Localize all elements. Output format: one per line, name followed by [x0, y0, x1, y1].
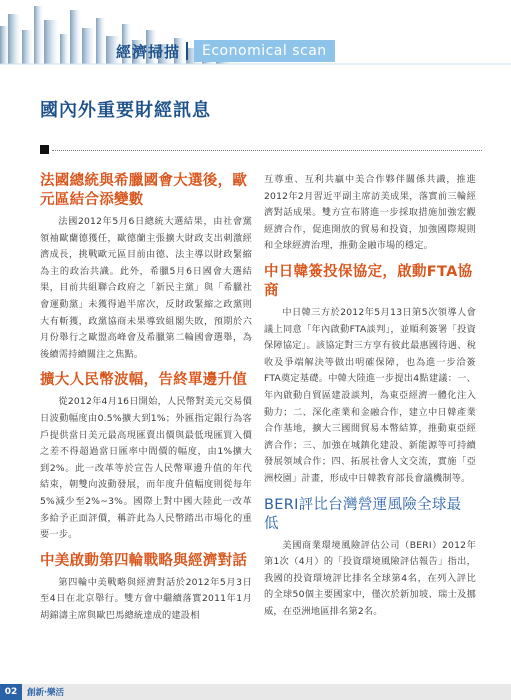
article-body: 第四輪中美戰略與經濟對話於2012年5月3日至4日在北京舉行。雙方會中繼續落實2011年1月胡錦濤主席與歐巴馬總統達成的建設相	[40, 576, 252, 621]
publication-name: 創新‧樂活	[27, 688, 64, 698]
right-column	[264, 172, 476, 628]
article-cjk-fta	[264, 263, 476, 488]
article-beri-ranking	[264, 496, 476, 621]
left-column	[40, 172, 252, 632]
article-body-continued: 互尊重、互利共贏中美合作夥伴關係共識，推進2012年2月習近平副主席訪美成果，落實前三輪經濟對話成果。雙方宣布將進一步採取措施加強宏觀經濟合作，促進開放的貿易和投資，加強國際規則和全球經濟治理，推動金融市場的穩定。	[264, 174, 476, 252]
article-headline: BERI評比台灣營運風險全球最低	[264, 496, 462, 532]
article-headline: 擴大人民幣波幅，告終單邊升值	[40, 372, 248, 389]
header-banner	[0, 0, 511, 72]
article-body: 美國商業環境風險評估公司（BERI）2012年第1次（4月）的「投資環境風險評估報告」指出，我國的投資環境評比排名全球第4名，在列入評比的全球50個主要國家中，僅次於新加坡、瑞士及挪威，在亞洲地區排名第2名。	[264, 539, 476, 617]
footer-bar	[0, 684, 511, 700]
square-bullet-icon	[40, 145, 49, 154]
section-divider	[186, 42, 188, 60]
page-footer	[0, 679, 511, 700]
section-title-en: Economical scan	[194, 40, 335, 62]
article-headline: 中日韓簽投保協定，啟動FTA協商	[264, 263, 473, 299]
article-body: 中日韓三方於2012年5月13日第5次領導人會議上同意「年內啟動FTA談判」，並順利簽署「投資保障協定」。該協定對三方享有彼此最惠國待遇、稅收及爭端解決等做出明確保障，也為進一步洽簽FTA奠定基礎。中韓大陸進一步提出4點建議：一、年內啟動自貿區建設談判，為東亞經濟一體化注入動力；二、深化產業和金融合作，建立中日韓產業合作基地，擴大三國間貿易本幣結算，推動東亞經濟合作；三、加強在城鎮化建設、新能源等可持續發展領域合作；四、拓展社會人文交流，實施「亞洲校園」計畫，形成中日韓教育部長會議機制等。	[264, 306, 476, 484]
section-label	[116, 40, 335, 62]
page-number: 02	[0, 684, 22, 700]
page-title: 國內外重要財經訊息	[40, 100, 211, 121]
dotted-divider	[52, 150, 482, 151]
article-headline: 法國總統與希臘國會大選後，歐元區結合添變數	[40, 173, 248, 208]
article-france-greece	[40, 172, 252, 363]
article-body: 法國2012年5月6日總統大選結果，由社會黨領袖歐蘭德獲任，歐德蘭主張擴大財政支出刺激經濟成長，挑戰歐元區目前由德、法主導以財政緊縮為主的政治共識。此外，希臘5月6日國會大選結果，目前共組聯合政府之「新民主黨」與「希臘社會運動黨」未獲得過半席次，反財政緊縮之政黨則大有斬獲，政黨協商未果導致組閣失敗，預期於六月份舉行之歐盟高峰會及希臘第二輪國會選舉，為後續需持續關注之焦點。	[40, 216, 252, 360]
section-title-zh: 經濟掃描	[116, 42, 181, 61]
article-us-china-dialogue-continued	[264, 172, 476, 255]
article-rmb-band	[40, 371, 252, 543]
article-headline: 中美啟動第四輪戰略與經濟對話	[40, 552, 248, 569]
article-us-china-dialogue	[40, 552, 252, 625]
article-body: 從2012年4月16日開始，人民幣對美元交易價日波動幅度由0.5%擴大到1%；外匯指定銀行為客戶提供當日美元最高現匯賣出價與最低現匯買入價之差不得超過當日匯率中間價的幅度，由1%擴大到2%。此一改革等於宣告人民幣單邊升值的年代結束，朝雙向波動發展，而年度升值幅度則從每年5%減少至2%~3%。國際上對中國大陸此一改革多給予正面評價，稱許此為人民幣踏出市場化的重要一步。	[40, 396, 252, 541]
